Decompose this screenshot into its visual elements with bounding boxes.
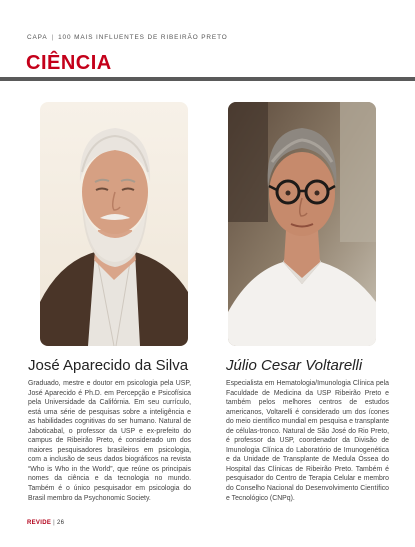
header-divider xyxy=(0,77,415,81)
page-footer xyxy=(27,520,64,526)
magazine-name: REVIDE xyxy=(27,520,52,526)
footer-separator: | xyxy=(53,520,55,526)
portrait-photo-julio xyxy=(228,102,376,346)
section-subtitle: 100 MAIS INFLUENTES DE RIBEIRÃO PRETO xyxy=(58,34,228,41)
section-label: CAPA xyxy=(27,34,48,41)
profile-bio: Graduado, mestre e doutor em psicologia pela USP, José Aparecido é Ph.D. em Percepção e Psicofísica pela Universidade da Califórnia. Em seu currículo, está uma série de pesquisas sobre a inteligência e as habilidades cognitivas do ser humano. Natural de Jaboticabal, o professor da USP e ex-prefeito do campus de Ribeirão Preto, é considerado um dos maiores pesquisadores brasileiros em psicologia, com a inclusão de seus dados biográficos na revista “Who is Who in the World”, que reúne os principais nomes da ciência e da tecnologia no mundo. Também é o único pesquisador em psicologia do Brasil membro da Psychonomic Society. xyxy=(28,380,191,502)
portrait-photo-jose xyxy=(40,102,188,346)
portrait-illustration xyxy=(40,102,188,346)
portrait-illustration xyxy=(228,102,376,346)
profile-name: José Aparecido da Silva xyxy=(28,357,189,374)
top-margin xyxy=(0,0,415,34)
profile-bio: Especialista em Hematologia/Imunologia Clínica pela Faculdade de Medicina da USP Ribeirão Preto e também pelos melhores centros de estudos americanos, Voltarelli é considerado um dos ícones do meio científico mundial em pesquisa e transplante de células-tronco. Natural de São José do Rio Preto, é professor da USP, coordenador da Divisão de Imunologia Clínica do Laboratório de Imunogenética e da Unidade de Transplante de Medula Óssea do Hospital das Clínicas de Ribeirão Preto. Também é pesquisador do Centro de Terapia Celular e membro do Conselho Nacional do Desenvolvimento Científico e Tecnológico (CNPq). xyxy=(226,380,389,502)
header-separator: | xyxy=(51,34,55,41)
page-number: 26 xyxy=(57,520,65,526)
section-header xyxy=(27,34,228,41)
profile-name: Júlio Cesar Voltarelli xyxy=(226,357,363,374)
page-title: CIÊNCIA xyxy=(26,52,112,74)
